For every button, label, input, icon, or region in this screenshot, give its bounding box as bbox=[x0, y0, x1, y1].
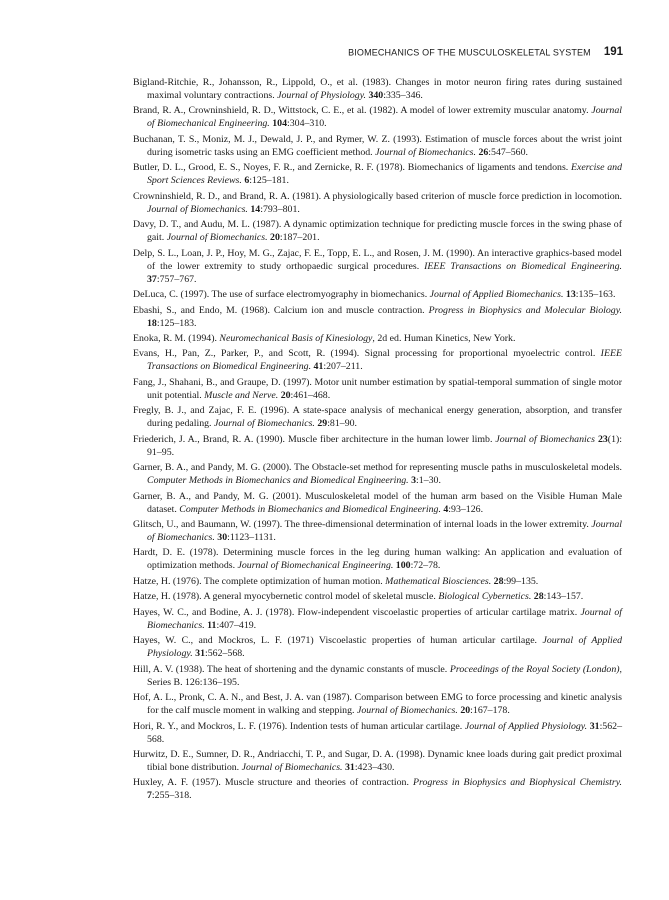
reference-journal: Proceedings of the Royal Society (London) bbox=[449, 663, 620, 675]
reference-list bbox=[133, 76, 622, 805]
reference-text: Davy, D. T., and Audu, M. L. (1987). A dynamic optimization technique for predicting muscle forces in the swing phase of gait. bbox=[133, 219, 622, 244]
reference-journal: Journal of Applied Biomechanics. bbox=[429, 289, 564, 301]
reference-journal: Journal of Biomechanics. bbox=[213, 418, 315, 430]
reference-journal: Progress in Biophysics and Biophysical Chemistry. bbox=[412, 777, 622, 789]
reference-pages: :1–30. bbox=[416, 475, 441, 487]
reference-entry bbox=[133, 104, 622, 130]
reference-journal: Journal of Biomechanics. bbox=[147, 519, 622, 543]
reference-volume: 28 bbox=[533, 591, 544, 603]
reference-pages: , 2d ed. Human Kinetics, New York. bbox=[372, 332, 516, 344]
reference-volume: 26 bbox=[478, 146, 489, 158]
reference-volume: 104 bbox=[272, 118, 287, 130]
reference-text: Bigland-Ritchie, R., Johansson, R., Lippold, O., et al. (1983). Changes in motor neuron firing rates during sustained maximal voluntary contractions. bbox=[133, 77, 622, 101]
running-header bbox=[133, 43, 623, 61]
reference-volume: 31 bbox=[589, 720, 600, 732]
reference-journal: Journal of Biomechanics. bbox=[356, 705, 458, 717]
reference-text: Hayes, W. C., and Bodine, A. J. (1978). Flow-independent viscoelastic properties of articular cartilage matrix. bbox=[133, 606, 581, 618]
running-title: BIOMECHANICS OF THE MUSCULOSKELETAL SYSTEM bbox=[348, 47, 591, 58]
reference-entry bbox=[133, 404, 622, 430]
reference-volume: 30 bbox=[217, 532, 228, 543]
reference-entry bbox=[133, 490, 622, 516]
reference-text: Hurwitz, D. E., Sumner, D. R., Andriacchi, T. P., and Sugar, D. A. (1998). Dynamic knee loads during gait predict proximal tibial bone distribution. bbox=[133, 748, 622, 773]
reference-volume: 23 bbox=[597, 433, 608, 445]
reference-pages: :93–126. bbox=[448, 503, 484, 515]
reference-journal: IEEE Transactions on Biomedical Engineering. bbox=[424, 260, 622, 272]
reference-pages: :125–183. bbox=[156, 317, 197, 329]
reference-text: DeLuca, C. (1997). The use of surface electromyography in biomechanics. bbox=[133, 289, 430, 301]
page-number: 191 bbox=[603, 46, 623, 59]
reference-pages: :72–78. bbox=[410, 560, 441, 572]
reference-pages: :547–560. bbox=[488, 146, 528, 158]
reference-volume: 3 bbox=[411, 475, 417, 487]
reference-entry bbox=[133, 546, 622, 572]
reference-journal: Journal of Biomechanics. bbox=[147, 606, 622, 631]
reference-pages: :125–181. bbox=[249, 175, 289, 187]
reference-entry bbox=[133, 691, 622, 717]
reference-volume: 20 bbox=[280, 389, 291, 401]
reference-entry bbox=[133, 376, 622, 402]
reference-journal: Journal of Biomechanics. bbox=[147, 203, 248, 215]
reference-pages: :335–346. bbox=[383, 90, 423, 101]
reference-journal: Exercise and Sport Sciences Reviews. bbox=[147, 162, 623, 187]
reference-text: Hori, R. Y., and Mockros, L. F. (1976). Indention tests of human articular cartilage. bbox=[133, 720, 465, 732]
reference-journal: Journal of Applied Physiology. bbox=[147, 635, 623, 660]
reference-text: Fregly, B. J., and Zajac, F. E. (1996). A state-space analysis of mechanical energy generation, absorption, and transfer during pedaling. bbox=[133, 405, 622, 430]
reference-volume: 20 bbox=[270, 232, 280, 244]
reference-journal: Progress in Biophysics and Molecular Biology. bbox=[428, 304, 623, 316]
reference-entry bbox=[133, 518, 622, 544]
reference-journal: Journal of Biomechanics. bbox=[241, 761, 343, 773]
reference-entry bbox=[133, 288, 622, 301]
reference-journal: Muscle and Nerve. bbox=[204, 389, 279, 401]
reference-entry bbox=[133, 433, 622, 459]
reference-journal: Neuromechanical Basis of Kinesiology bbox=[219, 332, 373, 344]
reference-entry bbox=[133, 218, 622, 244]
reference-pages: :793–801. bbox=[260, 203, 300, 215]
reference-pages: :1123–1131. bbox=[227, 532, 276, 543]
reference-text: Enoka, R. M. (1994). bbox=[133, 332, 220, 344]
reference-journal: Computer Methods in Biomechanics and Biomedical Engineering. bbox=[179, 503, 441, 515]
reference-journal: Computer Methods in Biomechanics and Biomedical Engineering. bbox=[147, 475, 409, 487]
reference-entry bbox=[133, 190, 622, 216]
reference-text: Hof, A. L., Pronk, C. A. N., and Best, J. A. van (1987). Comparison between EMG to force processing and kinetic analysis for the calf muscle moment in walking and stepping. bbox=[133, 692, 622, 717]
reference-pages: :143–157. bbox=[543, 591, 584, 603]
reference-text: Buchanan, T. S., Moniz, M. J., Dewald, J. P., and Rymer, W. Z. (1993). Estimation of muscle forces about the wrist joint during isometric tasks using an EMG coefficient method. bbox=[133, 133, 622, 158]
reference-entry bbox=[133, 634, 622, 660]
reference-volume: 11 bbox=[207, 619, 217, 631]
reference-pages: :135–163. bbox=[575, 289, 616, 301]
reference-entry bbox=[133, 332, 622, 345]
reference-journal: Mathematical Biosciences. bbox=[385, 575, 492, 587]
reference-pages: :562–568. bbox=[147, 720, 622, 745]
reference-entry bbox=[133, 76, 622, 102]
reference-journal: Journal of Biomechanics bbox=[495, 433, 595, 445]
reference-pages: :562–568. bbox=[204, 648, 245, 660]
reference-entry bbox=[133, 304, 622, 330]
reference-pages: :423–430. bbox=[354, 761, 395, 773]
reference-journal: Journal of Biomechanical Engineering. bbox=[237, 560, 394, 572]
reference-volume: 4 bbox=[443, 503, 449, 515]
reference-entry bbox=[133, 776, 622, 802]
reference-volume: 6 bbox=[244, 175, 250, 187]
reference-text: Huxley, A. F. (1957). Muscle structure and theories of contraction. bbox=[133, 777, 413, 789]
reference-journal: IEEE Transactions on Biomedical Engineering. bbox=[147, 348, 622, 373]
reference-entry bbox=[133, 161, 622, 187]
reference-entry bbox=[133, 606, 622, 632]
reference-text: Garner, B. A., and Pandy, M. G. (2000). The Obstacle-set method for representing muscle paths in musculoskeletal models. bbox=[133, 462, 622, 474]
reference-entry bbox=[133, 720, 622, 746]
reference-journal: Journal of Biomechanics. bbox=[375, 146, 476, 158]
reference-text: Hatze, H. (1976). The complete optimization of human motion. bbox=[133, 575, 386, 587]
reference-text: Hardt, D. E. (1978). Determining muscle forces in the leg during human walking: An application and evaluation of optimization methods. bbox=[133, 547, 622, 572]
reference-pages: :81–90. bbox=[327, 418, 357, 430]
reference-journal: Journal of Applied Physiology. bbox=[464, 720, 588, 732]
reference-volume: 37 bbox=[147, 273, 157, 285]
reference-text: Brand, R. A., Crowninshield, R. D., Wittstock, C. E., et al. (1982). A model of lower extremity muscular anatomy. bbox=[133, 105, 592, 117]
reference-volume: 100 bbox=[395, 560, 411, 572]
reference-volume: 340 bbox=[368, 90, 384, 101]
reference-entry bbox=[133, 663, 622, 689]
reference-volume: 28 bbox=[493, 575, 504, 587]
reference-text: Crowninshield, R. D., and Brand, R. A. (1981). A physiologically based criterion of muscle force prediction in locomotion. bbox=[133, 190, 622, 202]
reference-text: Hayes, W. C., and Mockros, L. F. (1971) Viscoelastic properties of human articular cartilage. bbox=[133, 635, 543, 647]
reference-journal: Biological Cybernetics. bbox=[438, 591, 532, 603]
reference-text: Fang, J., Shahani, B., and Graupe, D. (1997). Motor unit number estimation by spatial-temporal summation of single motor unit potential. bbox=[133, 376, 622, 401]
reference-text: Hill, A. V. (1938). The heat of shortening and the dynamic constants of muscle. bbox=[133, 663, 450, 675]
reference-journal: Journal of Biomechanical Engineering. bbox=[147, 105, 622, 130]
reference-pages: :757–767. bbox=[156, 273, 197, 285]
reference-entry bbox=[133, 461, 622, 487]
reference-journal: Journal of Physiology. bbox=[277, 90, 366, 101]
reference-volume: 31 bbox=[195, 648, 205, 660]
reference-text: Friederich, J. A., Brand, R. A. (1990). Muscle fiber architecture in the human lower limb. bbox=[133, 433, 496, 445]
reference-pages: :187–201. bbox=[279, 232, 320, 244]
reference-text: Garner, B. A., and Pandy, M. G. (2001). Musculoskeletal model of the human arm based on the Visible Human Male dataset. bbox=[133, 490, 622, 515]
reference-pages: , Series B. 126:136–195. bbox=[147, 663, 622, 688]
reference-journal: Journal of Biomechanics. bbox=[166, 232, 268, 244]
reference-pages: :461–468. bbox=[290, 389, 331, 401]
reference-volume: 41 bbox=[313, 361, 324, 373]
reference-text: Glitsch, U., and Baumann, W. (1997). The three-dimensional determination of internal loads in the lower extremity. bbox=[133, 519, 592, 530]
reference-pages: (1): 91–95. bbox=[147, 433, 623, 458]
reference-pages: :255–318. bbox=[151, 790, 192, 802]
reference-pages: :167–178. bbox=[470, 705, 510, 717]
reference-entry bbox=[133, 575, 622, 588]
reference-volume: 31 bbox=[344, 761, 355, 773]
reference-pages: :304–310. bbox=[286, 118, 327, 130]
reference-text: Hatze, H. (1978). A general myocybernetic control model of skeletal muscle. bbox=[133, 591, 439, 603]
reference-text: Evans, H., Pan, Z., Parker, P., and Scott, R. (1994). Signal processing for proportional myoelectric control. bbox=[133, 348, 601, 360]
reference-text: Ebashi, S., and Endo, M. (1968). Calcium ion and muscle contraction. bbox=[133, 304, 429, 316]
reference-volume: 29 bbox=[317, 418, 328, 430]
reference-volume: 20 bbox=[460, 705, 471, 717]
reference-entry bbox=[133, 347, 622, 373]
reference-volume: 14 bbox=[250, 203, 261, 215]
reference-volume: 13 bbox=[565, 289, 576, 301]
reference-entry bbox=[133, 133, 622, 159]
reference-text: Delp, S. L., Loan, J. P., Hoy, M. G., Zajac, F. E., Topp, E. L., and Rosen, J. M. (1990). An interactive graphics-based model of the lower extremity to study orthopaedic surgical procedures. bbox=[133, 247, 622, 272]
reference-entry bbox=[133, 748, 622, 774]
reference-entry bbox=[133, 590, 622, 603]
reference-pages: :207–211. bbox=[323, 361, 363, 373]
reference-pages: :407–419. bbox=[216, 619, 257, 631]
reference-volume: 7 bbox=[147, 790, 152, 802]
reference-text: Butler, D. L., Grood, E. S., Noyes, F. R., and Zernicke, R. F. (1978). Biomechanics of ligaments and tendons. bbox=[133, 162, 571, 174]
reference-pages: :99–135. bbox=[503, 575, 539, 587]
reference-entry bbox=[133, 247, 622, 286]
reference-volume: 18 bbox=[147, 317, 157, 329]
